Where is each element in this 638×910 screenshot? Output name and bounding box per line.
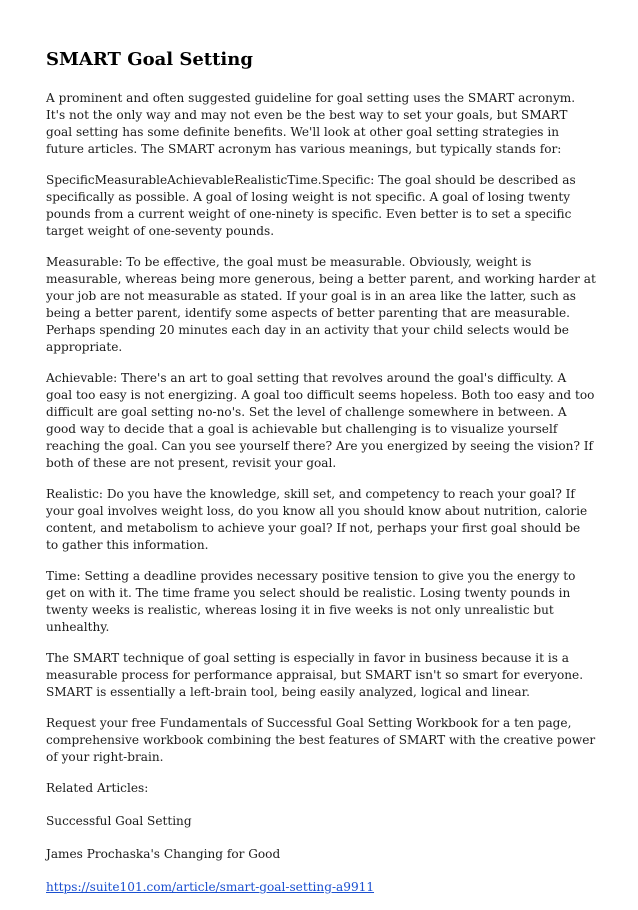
paragraph-time: Time: Setting a deadline provides necessary positive tension to give you the energy to get on with it. The time frame you select should be realistic. Losing twenty pounds in twenty weeks is realistic, whereas losing it in five weeks is not only unrealistic but unhealthy. [46, 569, 576, 634]
source-link[interactable]: https://suite101.com/article/smart-goal-setting-a9911 [46, 880, 375, 894]
paragraph-achievable: Achievable: There's an art to goal setting that revolves around the goal's difficulty. A goal too easy is not energizing. A goal too difficult seems hopeless. Both too easy and too difficult are goal setting no-no's. Set the level of challenge somewhere in between. A good way to decide that a goal is achievable but challenging is to visualize yourself reaching the goal. Can you see yourself there? Are you energized by seeing the vision? If both of these are not present, revisit your goal. [46, 371, 595, 470]
document-page [46, 48, 596, 910]
paragraph-business: The SMART technique of goal setting is especially in favor in business because it is a measurable process for performance appraisal, but SMART isn't so smart for everyone. SMART is essentially a left-brain tool, being easily analyzed, logical and linear. [46, 651, 584, 699]
paragraph-realistic: Realistic: Do you have the knowledge, skill set, and competency to reach your goal? If your goal involves weight loss, do you know all you should know about nutrition, calorie content, and metabolism to achieve your goal? If not, perhaps your first goal should be to gather this information. [46, 487, 588, 552]
related-articles-heading: Related Articles: [46, 781, 149, 795]
paragraph-intro: A prominent and often suggested guideline for goal setting uses the SMART acronym. It's not the only way and may not even be the best way to set your goals, but SMART goal setting has some definite benefits. We'll look at other goal setting strategies in future articles. The SMART acronym has various meanings, but typically stands for: [46, 91, 576, 156]
paragraph-specific: SpecificMeasurableAchievableRealisticTime.Specific: The goal should be described as specifically as possible. A goal of losing weight is not specific. A goal of losing twenty pounds from a current weight of one-ninety is specific. Even better is to set a specific target weight of one-seventy pounds. [46, 173, 576, 238]
paragraph-workbook: Request your free Fundamentals of Successful Goal Setting Workbook for a ten page, comprehensive workbook combining the best features of SMART with the creative power of your right-brain. [46, 716, 596, 764]
document-title: SMART Goal Setting [46, 49, 253, 70]
source-link-line [46, 879, 596, 896]
paragraph-measurable: Measurable: To be effective, the goal must be measurable. Obviously, weight is measurable, whereas being more generous, being a better parent, and working harder at your job are not measurable as stated. If your goal is in an area like the latter, such as being a better parent, identify some aspects of better parenting that are measurable. Perhaps spending 20 minutes each day in an activity that your child selects would be appropriate. [46, 255, 596, 354]
related-article-item: James Prochaska's Changing for Good [46, 847, 281, 861]
related-article-item: Successful Goal Setting [46, 814, 192, 828]
